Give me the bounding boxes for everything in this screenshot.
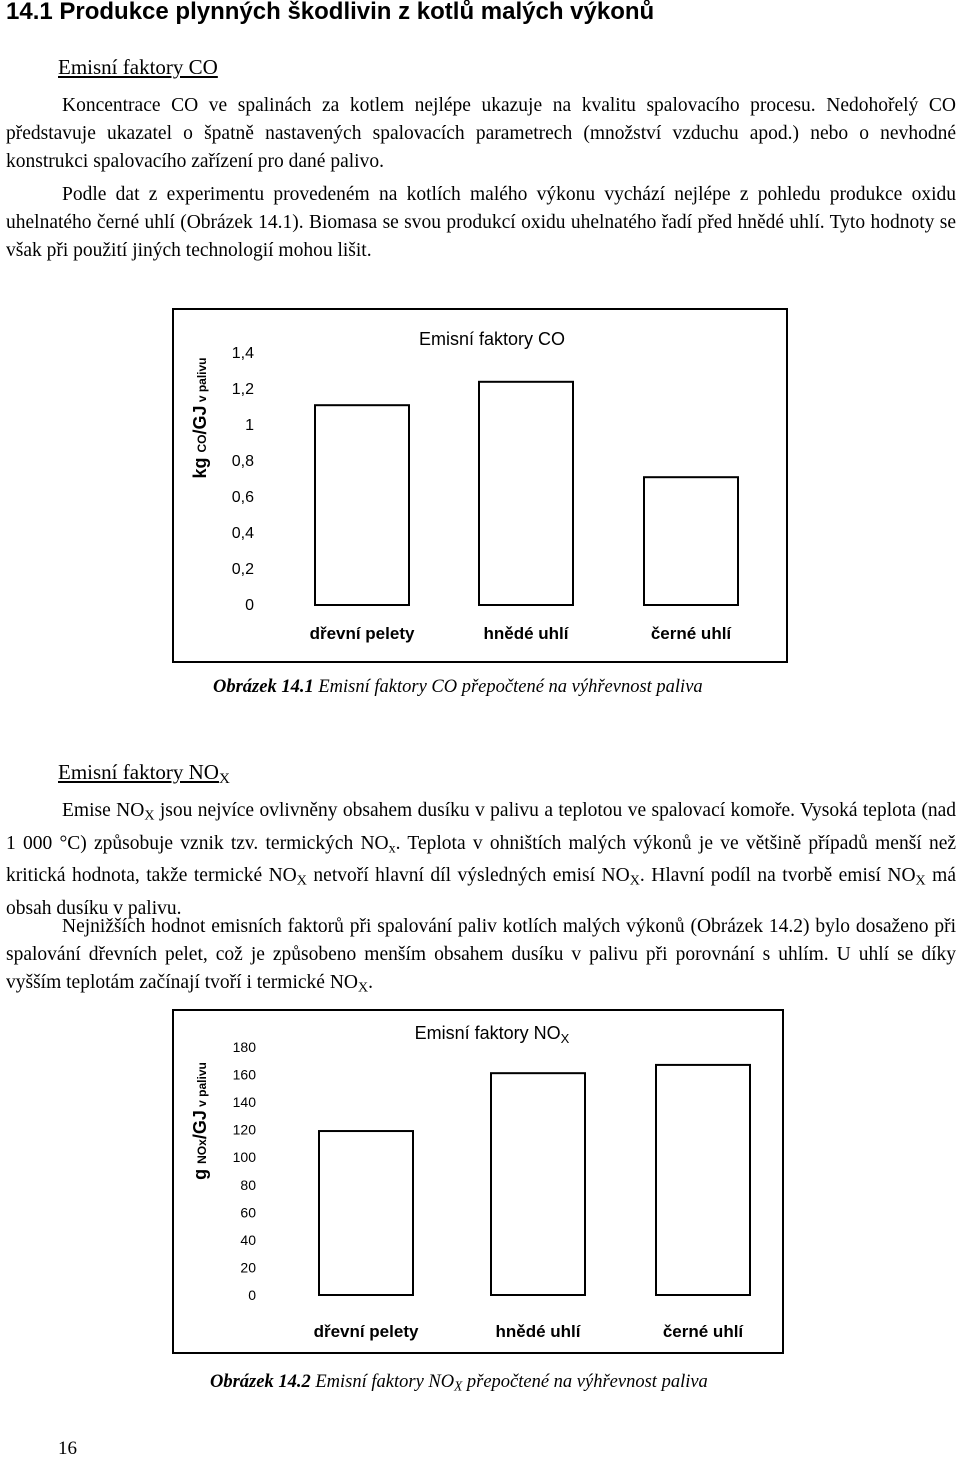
text-run: má obsah dusíku v palivu. <box>6 865 956 919</box>
x-category-label: dřevní pelety <box>313 1322 419 1341</box>
y-axis-label-part: /GJ <box>190 1110 210 1140</box>
y-tick-label: 160 <box>232 1066 256 1083</box>
y-tick-label: 0 <box>248 1287 256 1303</box>
nox-chart-svg <box>172 1009 784 1354</box>
y-axis-label-part: kg <box>190 452 210 479</box>
y-tick-label: 0 <box>245 597 254 614</box>
co-chart <box>172 308 788 663</box>
figure-1-caption <box>213 677 703 698</box>
subscript: X <box>358 979 369 996</box>
y-tick-label: 1 <box>245 417 254 434</box>
y-tick-label: 180 <box>232 1039 256 1055</box>
figure-2-caption: Obrázek 14.2 Emisní faktory $NO_X$ přepočtené na výhřevnost paliva <box>210 1372 708 1394</box>
subscript: X <box>296 872 307 889</box>
y-axis-label-part: /GJ <box>190 405 210 435</box>
y-tick-label: 0,6 <box>231 489 254 506</box>
x-category-label: hnědé uhlí <box>495 1322 581 1341</box>
bar-hnědé-uhlí <box>491 1073 585 1295</box>
y-tick-label: 140 <box>232 1094 256 1111</box>
figure-1-caption-text: Emisní faktory CO přepočtené na výhřevnost paliva <box>313 677 703 697</box>
subscript: X <box>629 872 640 889</box>
bar-černé-uhlí <box>656 1065 750 1295</box>
x-category-label: černé uhlí <box>650 624 732 643</box>
co-chart-svg <box>172 308 788 663</box>
y-axis-label-part: v palivu <box>195 357 209 406</box>
bar-dřevní-pelety <box>315 405 409 605</box>
y-tick-label: 60 <box>240 1204 256 1221</box>
chart-title-main: Emisní faktory NO <box>414 1023 561 1043</box>
y-tick-label: 0,4 <box>231 525 254 542</box>
text-run: Nejnižších hodnot emisních faktorů při spalování paliv kotlích malých výkonů (Obrázek 14.2) bylo dosaženo při spalování dřevních pelet, což je způsobeno menším obsahem dusíku v palivu při porovnání s uhlím. U uhlí se díky vyšším teplotám začínají tvoří i termické NO <box>6 916 956 993</box>
paragraph-nox-1 <box>6 797 956 923</box>
x-category-label: černé uhlí <box>662 1322 744 1341</box>
figure-1-caption-label: Obrázek 14.1 <box>213 677 314 697</box>
y-tick-label: 100 <box>232 1149 256 1166</box>
subscript: x <box>388 840 396 856</box>
section-title-nox: Emisní faktory $NO_X$ <box>58 760 230 787</box>
bar-černé-uhlí <box>644 477 738 605</box>
y-tick-label: 80 <box>240 1176 256 1193</box>
nox-chart <box>172 1009 784 1354</box>
text-run: jsou nejvíce ovlivněny obsahem dusíku v palivu a teplotou ve spalovací komoře. Vysoká teplota (nad 1 000 °C) způsobuje vznik tzv. termických NO <box>6 800 956 854</box>
bar-dřevní-pelety <box>319 1131 413 1295</box>
y-tick-label: 40 <box>240 1231 256 1248</box>
chart-title-sub: X <box>560 1031 570 1046</box>
y-tick-label: 1,2 <box>231 381 254 398</box>
paragraph-co-2: Podle dat z experimentu provedeném na kotlích malého výkonu vychází nejlépe z pohledu produkce oxidu uhelnatého černé uhlí (Obrázek 14.1). Biomasa se svou produkcí oxidu uhelnatého řadí před hnědé uhlí. Tyto hodnoty se však při použití jiných technologií mohou lišit. <box>6 184 956 261</box>
figure-2-caption-label: Obrázek 14.2 <box>210 1372 311 1392</box>
text-run: . Hlavní podíl na tvorbě emisí NO <box>639 865 916 886</box>
chart-title <box>415 1023 570 1046</box>
text-run: . Teplota v ohništích malých výkonů je ve většině případů menší než kritická hodnota, takže termické NO <box>6 832 957 886</box>
paragraph-co-1: Koncentrace CO ve spalinách za kotlem nejlépe ukazuje na kvalitu spalovacího procesu. Nedohořelý CO představuje ukazatel o špatně nastavených spalovacích parametrech (množství vzduchu apod.) nebo o nevhodné konstrukci spalovacího zařízení pro dané palivo. <box>6 95 956 172</box>
text-run: . <box>368 972 374 993</box>
x-category-label: dřevní pelety <box>309 624 415 643</box>
subscript: X <box>915 872 926 889</box>
page-heading: 14.1 Produkce plynných škodlivin z kotlů malých výkonů <box>6 0 655 25</box>
y-axis-label-part: v palivu <box>195 1062 209 1111</box>
bar-hnědé-uhlí <box>479 382 573 605</box>
y-tick-label: 120 <box>232 1121 256 1138</box>
x-category-label: hnědé uhlí <box>483 624 569 643</box>
y-tick-label: 20 <box>240 1259 256 1276</box>
subscript: X <box>144 807 155 824</box>
y-tick-label: 0,2 <box>231 561 254 578</box>
y-tick-label: 1,4 <box>231 345 254 362</box>
section-title-co: Emisní faktory CO <box>58 55 218 79</box>
paragraph-nox-2 <box>6 913 956 1002</box>
text-run: Emise NO <box>62 800 145 821</box>
chart-title: Emisní faktory CO <box>418 329 566 349</box>
y-axis-label-part: CO <box>195 434 209 453</box>
y-axis-label-part: g <box>190 1163 210 1180</box>
page-number: 16 <box>58 1438 77 1459</box>
text-run: netvoří hlavní díl výsledných emisí NO <box>306 865 630 886</box>
y-axis-label-part: NOx <box>195 1139 209 1164</box>
y-tick-label: 0,8 <box>231 453 254 470</box>
